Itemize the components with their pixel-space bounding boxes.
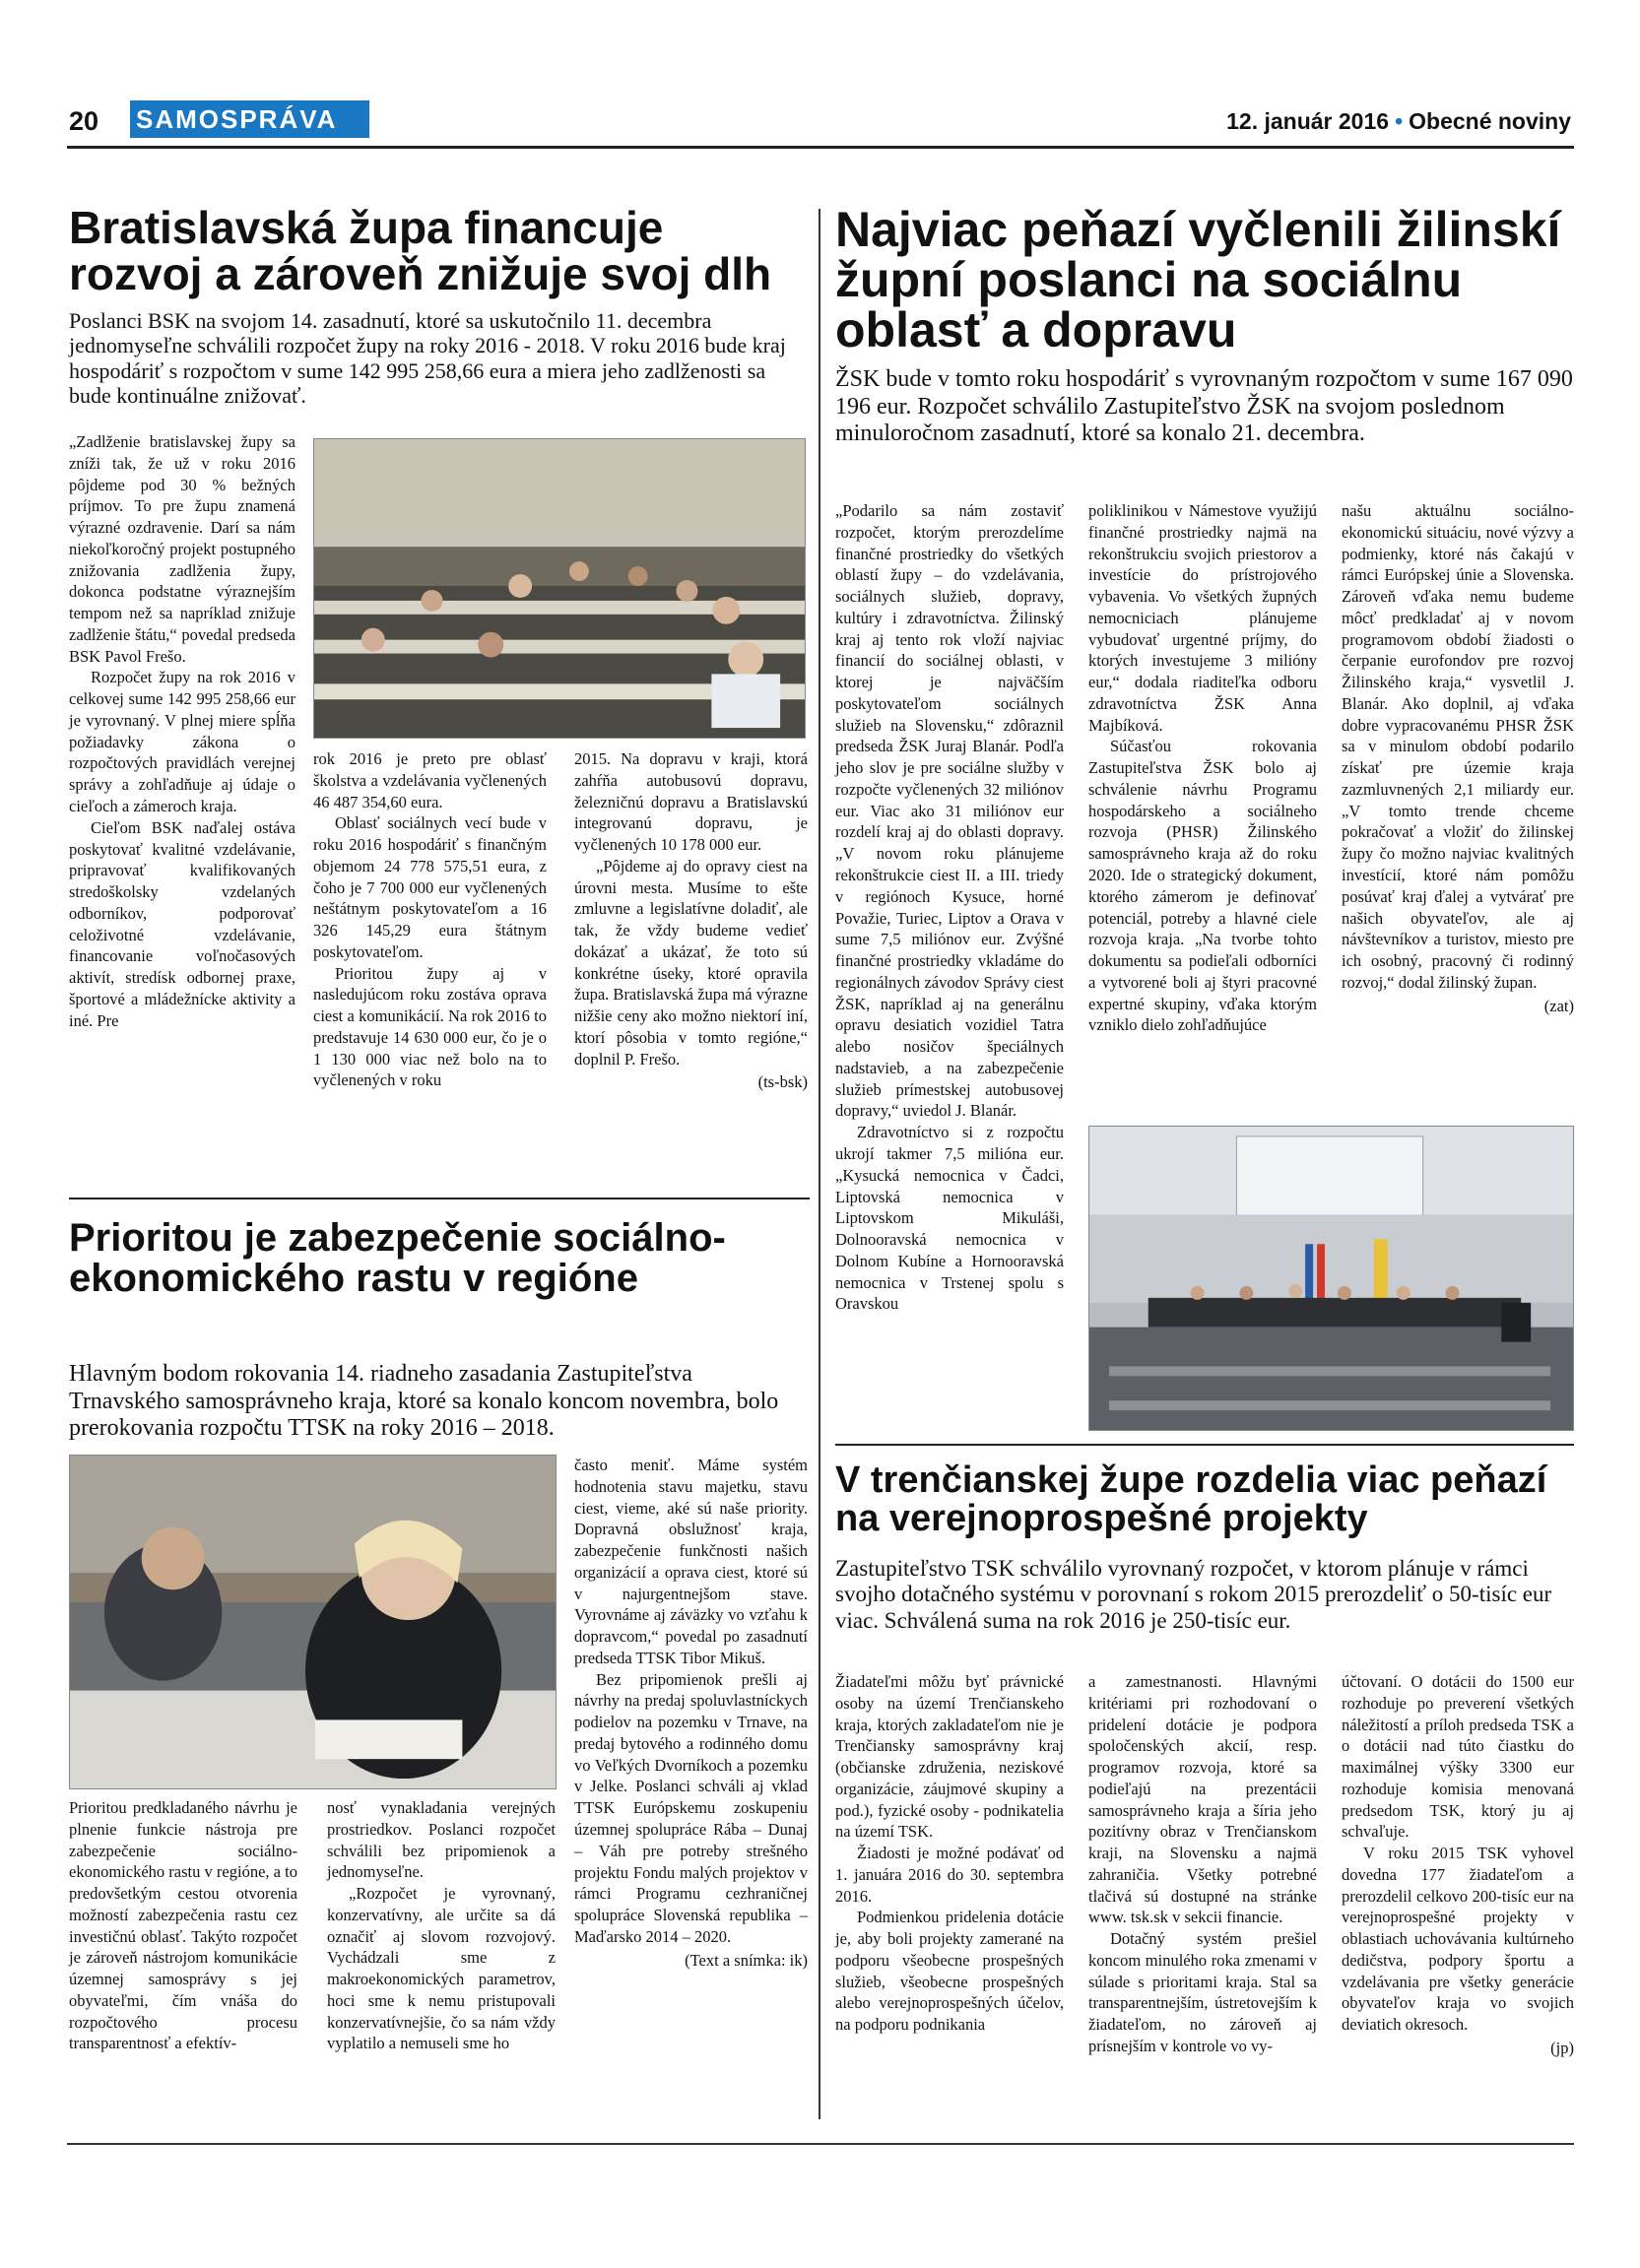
session-photo-image	[70, 1456, 556, 1788]
bsk-paragraph: Prioritou župy aj v nasledujúcom roku zostáva oprava ciest a komunikácií. Na rok 2016 to predstavuje 14 630 000 eur, čo je o 1 130 000 viac než bolo na to vyčlenených v roku	[313, 963, 547, 1090]
zsk-photo	[1088, 1126, 1574, 1431]
zsk-paragraph: Súčasťou rokovania Zastupiteľstva ŽSK bolo aj schválenie návrhu Programu hospodárskeho a sociálneho rozvoja (PHSR) Žilinského samosprávneho kraja až do roku 2020. Ide o strategický dokument, ktorého zámerom je definovať potenciál, potreby a hlavné ciele rozvoja kraja. „Na tvorbe tohto dokumentu sa podieľali odborníci a vytvorené boli aj štyri pracovné expertné skupiny, vďaka ktorým vzniklo dielo zohľadňujúce	[1088, 737, 1317, 1035]
bsk-paragraph: Oblasť sociálnych vecí bude v roku 2016 hospodáriť s finančným objemom 24 778 575,51 eura, z čoho je 7 700 000 eur vyčlenených neštátnym poskytovateľom a 16 326 145,29 eura štátnym poskytovateľom.	[313, 813, 547, 961]
tsk-paragraph: účtovaní. O dotácii do 1500 eur rozhoduje po preverení všetkých náležitostí a príloh predseda TSK a o dotácii nad túto čiastku do maximálnej výšky 3300 eur rozhoduje komisia menovaná predsedom TSK, ktorý ju aj schvaľuje.	[1342, 1672, 1574, 1842]
zsk-paragraph: „Podarilo sa nám zostaviť rozpočet, ktorým prerozdelíme finančné prostriedky do všetkých oblastí župy – do vzdelávania, sociálnych služieb, dopravy, kultúry i zdravotníctva. Žilinský kraj aj tento rok vloží najviac financií do sociálnej oblasti, v ktorej je najväčším poskytovateľom sociálnych služieb na Slovensku,“ zdôraznil predseda ŽSK Juraj Blanár. Podľa jeho slov je pre sociálne služby v rozpočte vyčlenených 32 miliónov eur. Viac ako 31 miliónov eur rozdelí kraj aj do oblasti dopravy. „V novom roku plánujeme rekonštrukcie ciest II. a III. triedy v regiónoch Kysuce, horné Považie, Turiec, Liptov a Orava v sume 7,5 miliónov eur. Zvýšné finančné prostriedky vkladáme do regionálnych závodov Správy ciest ŽSK, napríklad aj na generálnu opravu desiatich vozidiel Tatra alebo nosičov špeciálnych nadstavieb, a na zabezpečenie služieb prímestskej autobusovej dopravy,“ uviedol J. Blanár.	[835, 501, 1064, 1121]
column-divider	[819, 209, 820, 2119]
tsk-paragraph: V roku 2015 TSK vyhovel dovedna 177 žiadateľom a prerozdelil celkovo 200-tisíc eur na verejnoprospešné projekty v oblastiach uchovávania kultúrneho dedičstva, podpory športu a vzdelávania pre všetky generácie obyvateľov kraja vo svojich deviatich okresoch.	[1342, 1844, 1574, 2035]
article-divider	[835, 1444, 1574, 1446]
bsk-photo	[313, 438, 806, 739]
assembly-hall-image	[1089, 1127, 1573, 1430]
tsk-paragraph: Žiadosti je možné podávať od 1. januára 2016 do 30. septembra 2016.	[835, 1844, 1064, 1906]
ttsk-headline: Prioritou je zabezpečenie sociálno-ekonomického rastu v regióne	[69, 1216, 726, 1300]
bsk-signature: (ts-bsk)	[757, 1072, 808, 1092]
separator: •	[1395, 108, 1404, 134]
bsk-paragraph: rok 2016 je preto pre oblasť školstva a vzdelávania vyčlenených 46 487 354,60 eura.	[313, 749, 547, 811]
bsk-paragraph: Cieľom BSK naďalej ostáva poskytovať kvalitné vzdelávanie, pripravovať kvalifikovaných stredoškolsky vzdelaných odborníkov, podporovať celoživotné vzdelávanie, financovanie voľnočasových aktivít, stredísk odbornej praxe, športové a mládežnícke aktivity a iné. Pre	[69, 817, 295, 1030]
ttsk-paragraph: Bez pripomienok prešli aj návrhy na predaj spoluvlastníckych podielov na pozemku v Trnave, na predaj bytového a rodinného domu vo Veľkých Dvorníkoch a pozemku v Jelke. Poslanci schváli aj vklad TTSK Európskemu zoskupeniu územnej spolupráce Rába – Dunaj – Váh pre potreby strešného projektu Fondu malých projektov v rámci Programu cezhraničnej spolupráce Slovenská republika – Maďarsko 2014 – 2020.	[574, 1669, 808, 1946]
bsk-column-3	[574, 748, 808, 1093]
bsk-lead: Poslanci BSK na svojom 14. zasadnutí, ktoré sa uskutočnilo 11. decembra jednomyseľne schválili rozpočet župy na roky 2016 - 2018. V roku 2016 bude kraj hospodáriť s rozpočtom v sume 142 995 258,66 eura a miera jeho zadlženosti sa bude kontinuálne znižovať.	[69, 308, 786, 408]
tsk-headline: V trenčianskej župe rozdelia viac peňazí na verejnoprospešné projekty	[835, 1459, 1547, 1539]
ttsk-paragraph: často meniť. Máme systém hodnotenia stavu majetku, stavu ciest, vieme, aké sú naše priority. Dopravná obslužnosť kraja, zabezpečenie funkčnosti našich organizácií a oprava ciest, ktoré sú v najurgentnejšom stave. Vyrovnáme aj záväzky vo vzťahu k dopravcom,“ povedal po zasadnutí predseda TTSK Tibor Mikuš.	[574, 1456, 808, 1667]
zsk-paragraph: poliklinikou v Námestove využijú finančné prostriedky najmä na rekonštrukciu svojich priestorov a investície do prístrojového vybavenia. Vo všetkých župných nemocniciach plánujeme vybudovať urgentné príjmy, do ktorých investujeme 3 milióny eur,“ dodala riaditeľka odboru zdravotníctva ŽSK Anna Majbíková.	[1088, 501, 1317, 735]
publication-name: Obecné noviny	[1409, 108, 1571, 134]
issue-date: 12. január 2016	[1226, 108, 1390, 134]
article-divider	[69, 1198, 810, 1199]
dateline	[1226, 108, 1571, 135]
ttsk-paragraph: nosť vynakladania verejných prostriedkov. Poslanci rozpočet schválili bez pripomienok a jednomyseľne.	[327, 1798, 556, 1882]
ttsk-column-3	[574, 1455, 808, 1971]
zsk-paragraph: našu aktuálnu sociálno-ekonomickú situáciu, nové výzvy a podmienky, ktoré nás čakajú v rámci Európskej únie a Slovenska. Zároveň vďaka nemu budeme môcť predkladať aj v novom programovom období žiadosti o čerpanie eurofondov pre rozvoj Žilinského kraja,“ vysvetlil J. Blanár. Ako doplnil, aj vďaka dobre vypracovanému PHSR ŽSK sa v minulom období podarilo získať pre územie kraja zazmluvnených 2,1 miliardy eur. „V tomto trende chceme pokračovať a vložiť do žilinskej župy čo možno najviac kvalitných investícií, ktoré nám pomôžu posúvať kraj ďalej a vytvárať pre našich obyvateľov, ale aj návštevníkov a turistov, miesto pre ich osobný, pracovný či rodinný rozvoj,“ dodal žilinský župan.	[1342, 501, 1574, 992]
tsk-column-2	[1088, 1671, 1317, 2057]
bsk-paragraph: Rozpočet župy na rok 2016 v celkovej sume 142 995 258,66 eur je vyrovnaný. V plnej miere spĺňa požiadavky zákona o rozpočtových pravidlách verejnej správy a zohľadňuje aj údaje o cieľoch a zámeroch kraja.	[69, 668, 295, 816]
tsk-paragraph: Žiadateľmi môžu byť právnické osoby na území Trenčianskeho kraja, ktorých zakladateľom nie je Trenčiansky samosprávny kraj (občianske združenia, neziskové organizácie, záujmové skupiny a pod.), fyzické osoby - podnikatelia na území TSK.	[835, 1672, 1064, 1842]
zsk-signature: (zat)	[1543, 996, 1574, 1015]
ttsk-column-1	[69, 1797, 297, 2054]
bsk-paragraph: „Pôjdeme aj do opravy ciest na úrovni mesta. Musíme to ešte zmluvne a legislatívne doladiť, ale tak, že vždy budeme vedieť dokázať a ukázať, že toto sú konkrétne úseky, ktoré opravila župa. Bratislavská župa má výrazne nižšie ceny ako možno niektorí iní, ktorí pôsobia v tomto regióne,“ doplnil P. Frešo.	[574, 856, 808, 1069]
ttsk-paragraph: „Rozpočet je vyrovnaný, konzervatívny, ale určite sa dá označiť aj slovom rozvojový. Vychádzali sme z makroekonomických parametrov, hoci sme k nemu pristupovali konzervatívnejšie, čo sa nám vždy vyplatilo a nemuseli sme ho	[327, 1884, 556, 2053]
bsk-column-2	[313, 748, 547, 1091]
tsk-paragraph: a zamestnanosti. Hlavnými kritériami pri rozhodovaní o pridelení dotácie je podpora spoločenských akcií, resp. programov rozvoja, ktoré sa podieľajú na prezentácii samosprávneho kraja a šíria jeho pozitívny obraz v Trenčianskom kraji, na Slovensku a najmä zahraničia. Všetky potrebné tlačivá sú dostupné na stránke www. tsk.sk v sekcii financie.	[1088, 1672, 1317, 1927]
bsk-paragraph: „Zadlženie bratislavskej župy sa zníži tak, že už v roku 2016 pôjdeme pod 30 % bežných príjmov. To pre župu znamená výrazné ozdravenie. Darí sa nám niekoľkoročný projekt postupného znižovania zadlženia župy, dokonca podstatne výraznejším tempom než sa napríklad znižuje zadlženie štátu,“ povedal predseda BSK Pavol Frešo.	[69, 432, 295, 666]
zsk-column-2	[1088, 500, 1317, 1036]
tsk-column-1	[835, 1671, 1064, 2036]
ttsk-paragraph: Prioritou predkladaného návrhu je plnenie funkcie nástroja pre zabezpečenie sociálno-ekonomického rastu v regióne, a to predovšetkým cestou otvorenia možností zabezpečenia rastu cez investičnú oblasť. Takýto rozpočet je zároveň nástrojom komunikácie územnej samosprávy s jej obyvateľmi, čím vnáša do rozpočtového procesu transparentnosť a efektív-	[69, 1798, 297, 2053]
ttsk-signature: (Text a snímka: ik)	[685, 1950, 808, 1970]
council-hall-image	[314, 439, 805, 738]
tsk-column-3	[1342, 1671, 1574, 2059]
page-number: 20	[69, 106, 99, 136]
bsk-column-1	[69, 431, 295, 1031]
zsk-paragraph: Zdravotníctvo si z rozpočtu ukrojí takmer 7,5 milióna eur. „Kysucká nemocnica v Čadci, Liptovská nemocnica v Liptovskom Mikuláši, Dolnooravská nemocnica v Dolnom Kubíne a Hornooravská nemocnica v Trstenej spolu s Oravskou	[835, 1123, 1064, 1314]
ttsk-lead: Hlavným bodom rokovania 14. riadneho zasadania Zastupiteľstva Trnavského samosprávneho kraja, ktoré sa konalo koncom novembra, bolo prerokovania rozpočtu TTSK na roky 2016 – 2018.	[69, 1361, 779, 1442]
zsk-column-1	[835, 500, 1064, 1315]
tsk-paragraph: Dotačný systém prešiel koncom minulého roka zmenami v súlade s prioritami kraja. Stal sa transparentnejším, ústretovejším k žiadateľom, no zároveň aj prísnejším v kontrole vo vy-	[1088, 1929, 1317, 2056]
tsk-signature: (jp)	[1550, 2039, 1574, 2058]
bsk-paragraph: 2015. Na dopravu v kraji, ktorá zahŕňa autobusovú dopravu, železničnú dopravu a Bratislavskú integrovanú dopravu, je vyčlenených 10 178 000 eur.	[574, 749, 808, 855]
zsk-lead: ŽSK bude v tomto roku hospodáriť s vyrovnaným rozpočtom v sume 167 090 196 eur. Rozpočet schválilo Zastupiteľstvo ŽSK na svojom poslednom minuloročnom zasadnutí, ktoré sa konalo 21. decembra.	[835, 366, 1573, 447]
section-label: SAMOSPRÁVA	[130, 100, 369, 138]
zsk-column-3	[1342, 500, 1574, 1016]
header-rule	[67, 146, 1574, 149]
tsk-paragraph: Podmienkou pridelenia dotácie je, aby boli projekty zamerané na podporu všeobecne prospešných služieb, všeobecne prospešných alebo verejnoprospešných účelov, na podporu podnikania	[835, 1908, 1064, 2035]
ttsk-column-2	[327, 1797, 556, 2054]
zsk-headline: Najviac peňazí vyčlenili žilinskí župní poslanci na sociálnu oblasť a dopravu	[835, 202, 1561, 357]
tsk-lead: Zastupiteľstvo TSK schválilo vyrovnaný rozpočet, v ktorom plánuje v rámci svojho dotačného systému v porovnaní s rokom 2015 prerozdeliť o 50-tisíc eur viac. Schválená suma na rok 2016 je 250-tisíc eur.	[835, 1556, 1552, 1633]
ttsk-photo	[69, 1455, 557, 1789]
bsk-headline: Bratislavská župa financuje rozvoj a zároveň znižuje svoj dlh	[69, 202, 772, 299]
footer-rule	[67, 2143, 1574, 2145]
